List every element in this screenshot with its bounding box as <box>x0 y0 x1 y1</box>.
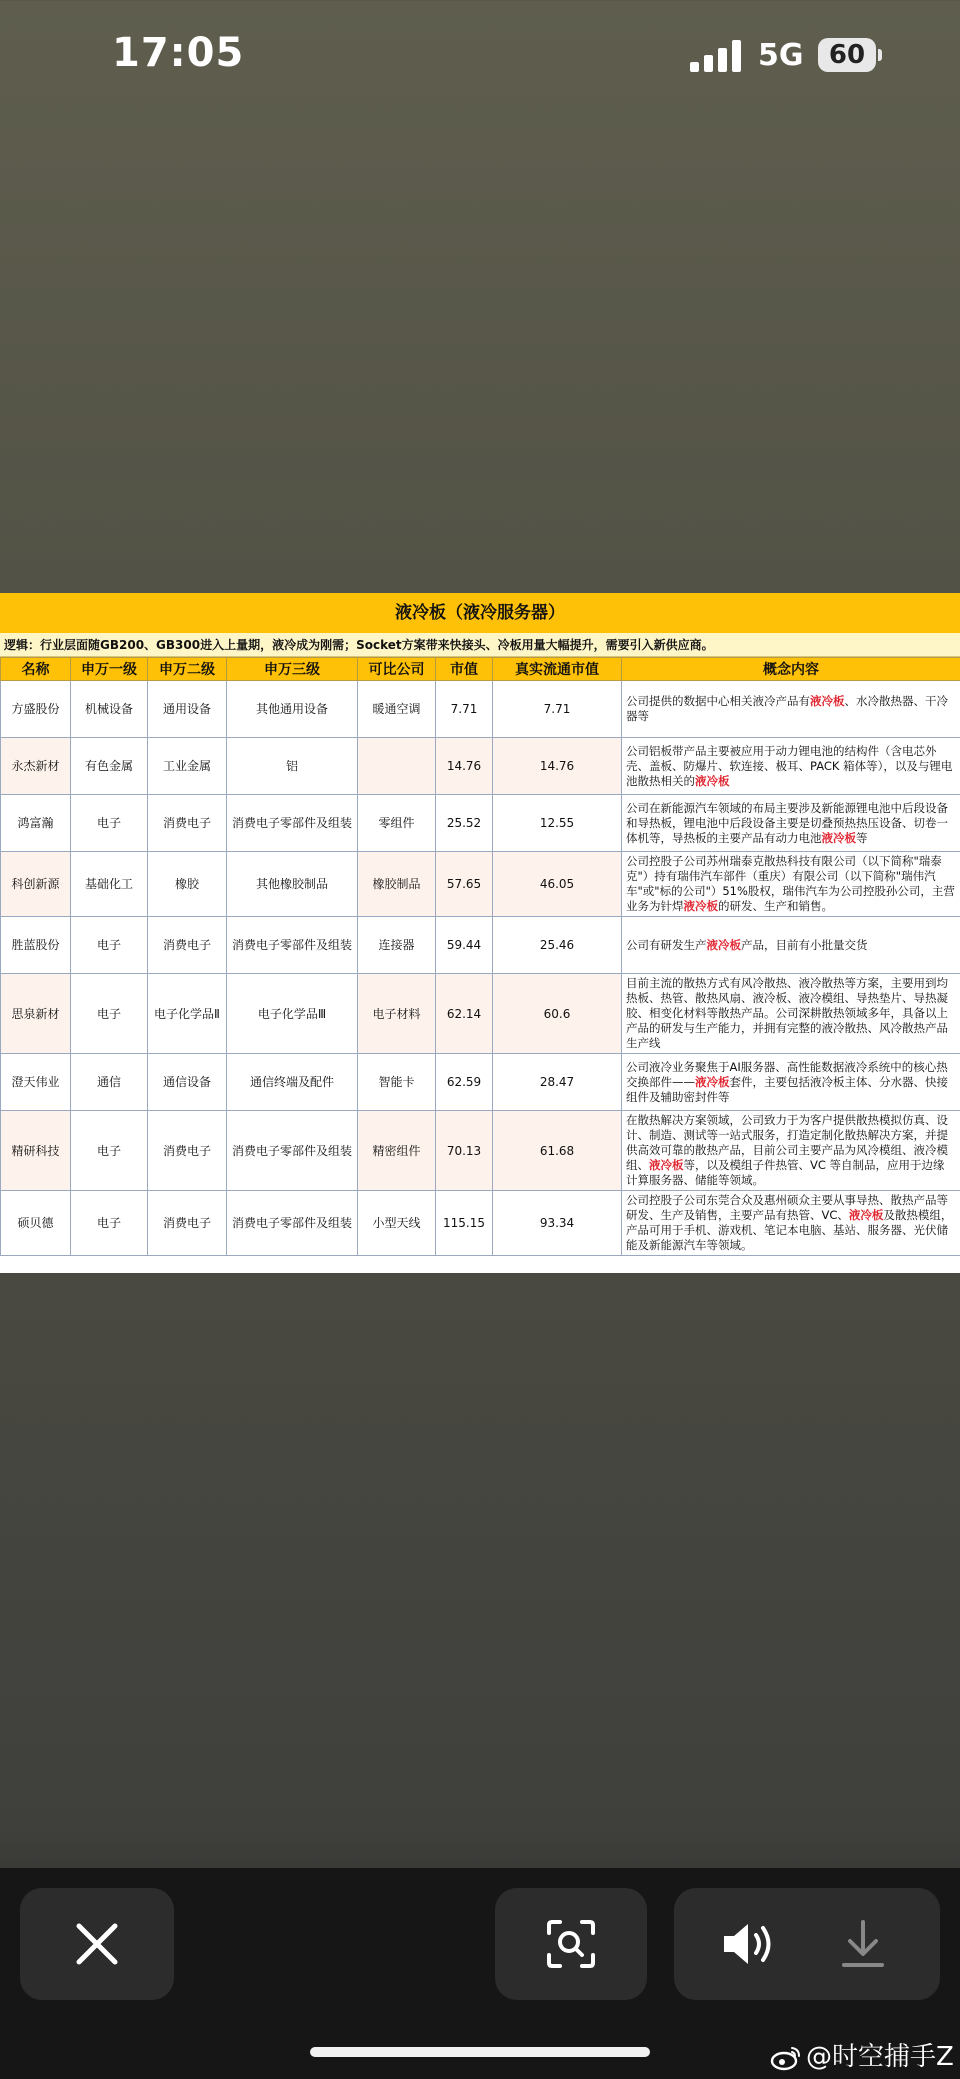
cell-market-cap: 70.13 <box>436 1111 493 1191</box>
cell-name: 精研科技 <box>1 1111 71 1191</box>
cell-peer: 连接器 <box>358 917 436 974</box>
cell-concept <box>622 1054 960 1111</box>
cell-sw1: 电子 <box>71 917 148 974</box>
table-row <box>1 795 960 852</box>
cell-sw3: 其他通用设备 <box>227 681 358 738</box>
concept-text: 公司控股子公司东莞合众及惠州硕众主要从事导热、散热产品等研发、生产及销售，主要产品有热管、VC、 <box>626 1193 948 1222</box>
cell-sw2: 消费电子 <box>148 1111 227 1191</box>
home-indicator[interactable] <box>310 2047 650 2057</box>
cell-sw2: 电子化学品Ⅱ <box>148 974 227 1054</box>
cell-float-cap: 12.55 <box>493 795 622 852</box>
header-sw1: 申万一级 <box>71 658 148 681</box>
cell-market-cap: 14.76 <box>436 738 493 795</box>
sheet-logic-note: 逻辑：行业层面随GB200、GB300进入上量期，液冷成为刚需；Socket方案带来快接头、冷板用量大幅提升，需要引入新供应商。 <box>0 633 960 657</box>
cell-concept <box>622 738 960 795</box>
cell-sw2: 消费电子 <box>148 917 227 974</box>
cell-peer: 小型天线 <box>358 1191 436 1256</box>
concept-text: 产品，目前有小批量交货 <box>741 937 868 952</box>
table-row <box>1 917 960 974</box>
cell-sw2: 消费电子 <box>148 795 227 852</box>
download-icon[interactable] <box>840 1919 886 1969</box>
concept-highlight: 液冷板 <box>649 1158 684 1172</box>
cell-name: 思泉新材 <box>1 974 71 1054</box>
cell-name: 硕贝德 <box>1 1191 71 1256</box>
network-type: 5G <box>758 38 804 73</box>
cell-sw1: 电子 <box>71 795 148 852</box>
header-sw3: 申万三级 <box>227 658 358 681</box>
cell-float-cap: 7.71 <box>493 681 622 738</box>
cell-peer: 电子材料 <box>358 974 436 1054</box>
cell-concept <box>622 1191 960 1256</box>
cell-float-cap: 28.47 <box>493 1054 622 1111</box>
cell-name: 科创新源 <box>1 852 71 917</box>
cell-sw1: 通信 <box>71 1054 148 1111</box>
signal-icon <box>690 40 742 72</box>
concept-text: 公司有研发生产 <box>626 937 707 952</box>
concept-text: 公司控股子公司苏州瑞泰克散热科技有限公司（以下简称"瑞泰克"）持有瑞伟汽车部件（重庆）有限公司（以下简称"瑞伟汽车"或"标的公司"）51%股权，瑞伟汽车为公司控股孙公司，主营业务为针焊 <box>626 854 955 913</box>
cell-name: 永杰新材 <box>1 738 71 795</box>
cell-sw1: 有色金属 <box>71 738 148 795</box>
header-peer: 可比公司 <box>358 658 436 681</box>
table-row <box>1 738 960 795</box>
concept-highlight: 液冷板 <box>683 899 718 913</box>
cell-sw2: 通用设备 <box>148 681 227 738</box>
cell-sw3: 消费电子零部件及组装 <box>227 917 358 974</box>
cell-concept <box>622 917 960 974</box>
speaker-icon[interactable] <box>722 1919 778 1969</box>
concept-text: 公司提供的数据中心相关液冷产品有 <box>626 694 810 708</box>
concept-highlight: 液冷板 <box>706 937 741 952</box>
sheet-title: 液冷板（液冷服务器） <box>0 593 960 633</box>
concept-text: 套件，主要包括液冷板主体、分水器、快接组件及辅助密封件等 <box>626 1074 948 1104</box>
cell-peer: 零组件 <box>358 795 436 852</box>
table-row <box>1 1111 960 1191</box>
header-float-cap: 真实流通市值 <box>493 658 622 681</box>
cell-float-cap: 93.34 <box>493 1191 622 1256</box>
cell-peer: 暖通空调 <box>358 681 436 738</box>
stock-table <box>0 657 960 1256</box>
cell-sw2: 消费电子 <box>148 1191 227 1256</box>
cell-name: 胜蓝股份 <box>1 917 71 974</box>
cell-name: 方盛股份 <box>1 681 71 738</box>
visual-search-icon <box>546 1919 596 1969</box>
header-market-cap: 市值 <box>436 658 493 681</box>
cell-sw2: 通信设备 <box>148 1054 227 1111</box>
cell-name: 澄天伟业 <box>1 1054 71 1111</box>
concept-text: 的研发、生产和销售。 <box>718 899 833 913</box>
cell-peer: 橡胶制品 <box>358 852 436 917</box>
cell-concept <box>622 1111 960 1191</box>
concept-highlight: 液冷板 <box>695 1074 730 1089</box>
cell-float-cap: 60.6 <box>493 974 622 1054</box>
table-row <box>1 681 960 738</box>
cell-concept <box>622 681 960 738</box>
concept-text: 等 <box>856 830 868 845</box>
concept-highlight: 液冷板 <box>821 830 856 845</box>
cell-sw3: 消费电子零部件及组装 <box>227 1111 358 1191</box>
concept-text: 及散热模组，产品可用于手机、游戏机、笔记本电脑、基站、服务器、光伏储能及新能源汽车等领域。 <box>626 1208 953 1252</box>
cell-market-cap: 115.15 <box>436 1191 493 1256</box>
weibo-icon <box>770 2045 802 2071</box>
cell-sw3: 消费电子零部件及组装 <box>227 795 358 852</box>
cell-sw3: 通信终端及配件 <box>227 1054 358 1111</box>
cell-float-cap: 61.68 <box>493 1111 622 1191</box>
concept-text: 公司铝板带产品主要被应用于动力锂电池的结构件（含电芯外壳、盖板、防爆片、软连接、极耳、PACK 箱体等），以及与锂电池散热相关的 <box>626 743 953 788</box>
cell-market-cap: 59.44 <box>436 917 493 974</box>
cell-peer <box>358 738 436 795</box>
cell-name: 鸿富瀚 <box>1 795 71 852</box>
close-button[interactable] <box>20 1888 174 2000</box>
cell-sw1: 基础化工 <box>71 852 148 917</box>
table-row <box>1 974 960 1054</box>
concept-text: 、水冷散热器、干冷器等 <box>626 694 948 723</box>
table-row <box>1 1054 960 1111</box>
cell-sw3: 电子化学品Ⅲ <box>227 974 358 1054</box>
cell-sw1: 电子 <box>71 1191 148 1256</box>
watermark-text: @时空捕手Z <box>806 2042 954 2072</box>
watermark <box>770 2036 954 2073</box>
concept-highlight: 液冷板 <box>695 773 730 788</box>
cell-concept <box>622 795 960 852</box>
cell-sw1: 机械设备 <box>71 681 148 738</box>
table-row <box>1 1191 960 1256</box>
cell-sw2: 工业金属 <box>148 738 227 795</box>
concept-highlight: 液冷板 <box>848 1208 884 1222</box>
concept-text: 目前主流的散热方式有风冷散热、液冷散热等方案，主要用到均热板、热管、散热风扇、液冷板、液冷模组、导热垫片、导热凝胶、相变化材料等散热产品。公司深耕散热领域多年，具备以上产品的研发与生产能力，并拥有完整的液冷散热、风冷散热产品生产线 <box>626 976 948 1050</box>
header-concept: 概念内容 <box>622 658 960 681</box>
cell-sw2: 橡胶 <box>148 852 227 917</box>
status-bar <box>0 0 960 110</box>
cell-sw3: 其他橡胶制品 <box>227 852 358 917</box>
cell-float-cap: 46.05 <box>493 852 622 917</box>
cell-peer: 智能卡 <box>358 1054 436 1111</box>
header-name: 名称 <box>1 658 71 681</box>
cell-market-cap: 57.65 <box>436 852 493 917</box>
spreadsheet-image <box>0 593 960 1273</box>
cell-market-cap: 62.59 <box>436 1054 493 1111</box>
cell-market-cap: 7.71 <box>436 681 493 738</box>
visual-search-button[interactable] <box>495 1888 647 2000</box>
concept-text: 在散热解决方案领域，公司致力于为客户提供散热模拟仿真、设计、制造、测试等一站式服务，打造定制化散热解决方案，并提供高效可靠的散热产品，目前公司主要产品为风冷模组、液冷模组、 <box>626 1113 948 1172</box>
cell-concept <box>622 974 960 1054</box>
concept-highlight: 液冷板 <box>810 694 845 708</box>
cell-market-cap: 25.52 <box>436 795 493 852</box>
concept-text: 公司液冷业务聚焦于AI服务器、高性能数据液冷系统中的核心热交换部件—— <box>626 1059 948 1089</box>
cell-peer: 精密组件 <box>358 1111 436 1191</box>
cell-float-cap: 25.46 <box>493 917 622 974</box>
battery-icon: 60 <box>818 38 876 72</box>
concept-text: 公司在新能源汽车领域的布局主要涉及新能源锂电池中后段设备和导热板，锂电池中后段设备主要是切叠预热热压设备、切卷一体机等，导热板的主要产品有动力电池 <box>626 800 948 845</box>
status-time: 17:05 <box>112 30 245 76</box>
cell-sw1: 电子 <box>71 1111 148 1191</box>
cell-sw3: 消费电子零部件及组装 <box>227 1191 358 1256</box>
table-header-row <box>1 658 960 681</box>
cell-sw3: 铝 <box>227 738 358 795</box>
header-sw2: 申万二级 <box>148 658 227 681</box>
table-row <box>1 852 960 917</box>
close-icon <box>75 1922 119 1966</box>
concept-text: 等，以及模组子件热管、VC 等自制品，应用于边缘计算服务器、储能等领域。 <box>626 1158 945 1187</box>
cell-sw1: 电子 <box>71 974 148 1054</box>
media-controls <box>674 1888 940 2000</box>
cell-float-cap: 14.76 <box>493 738 622 795</box>
cell-market-cap: 62.14 <box>436 974 493 1054</box>
cell-concept <box>622 852 960 917</box>
